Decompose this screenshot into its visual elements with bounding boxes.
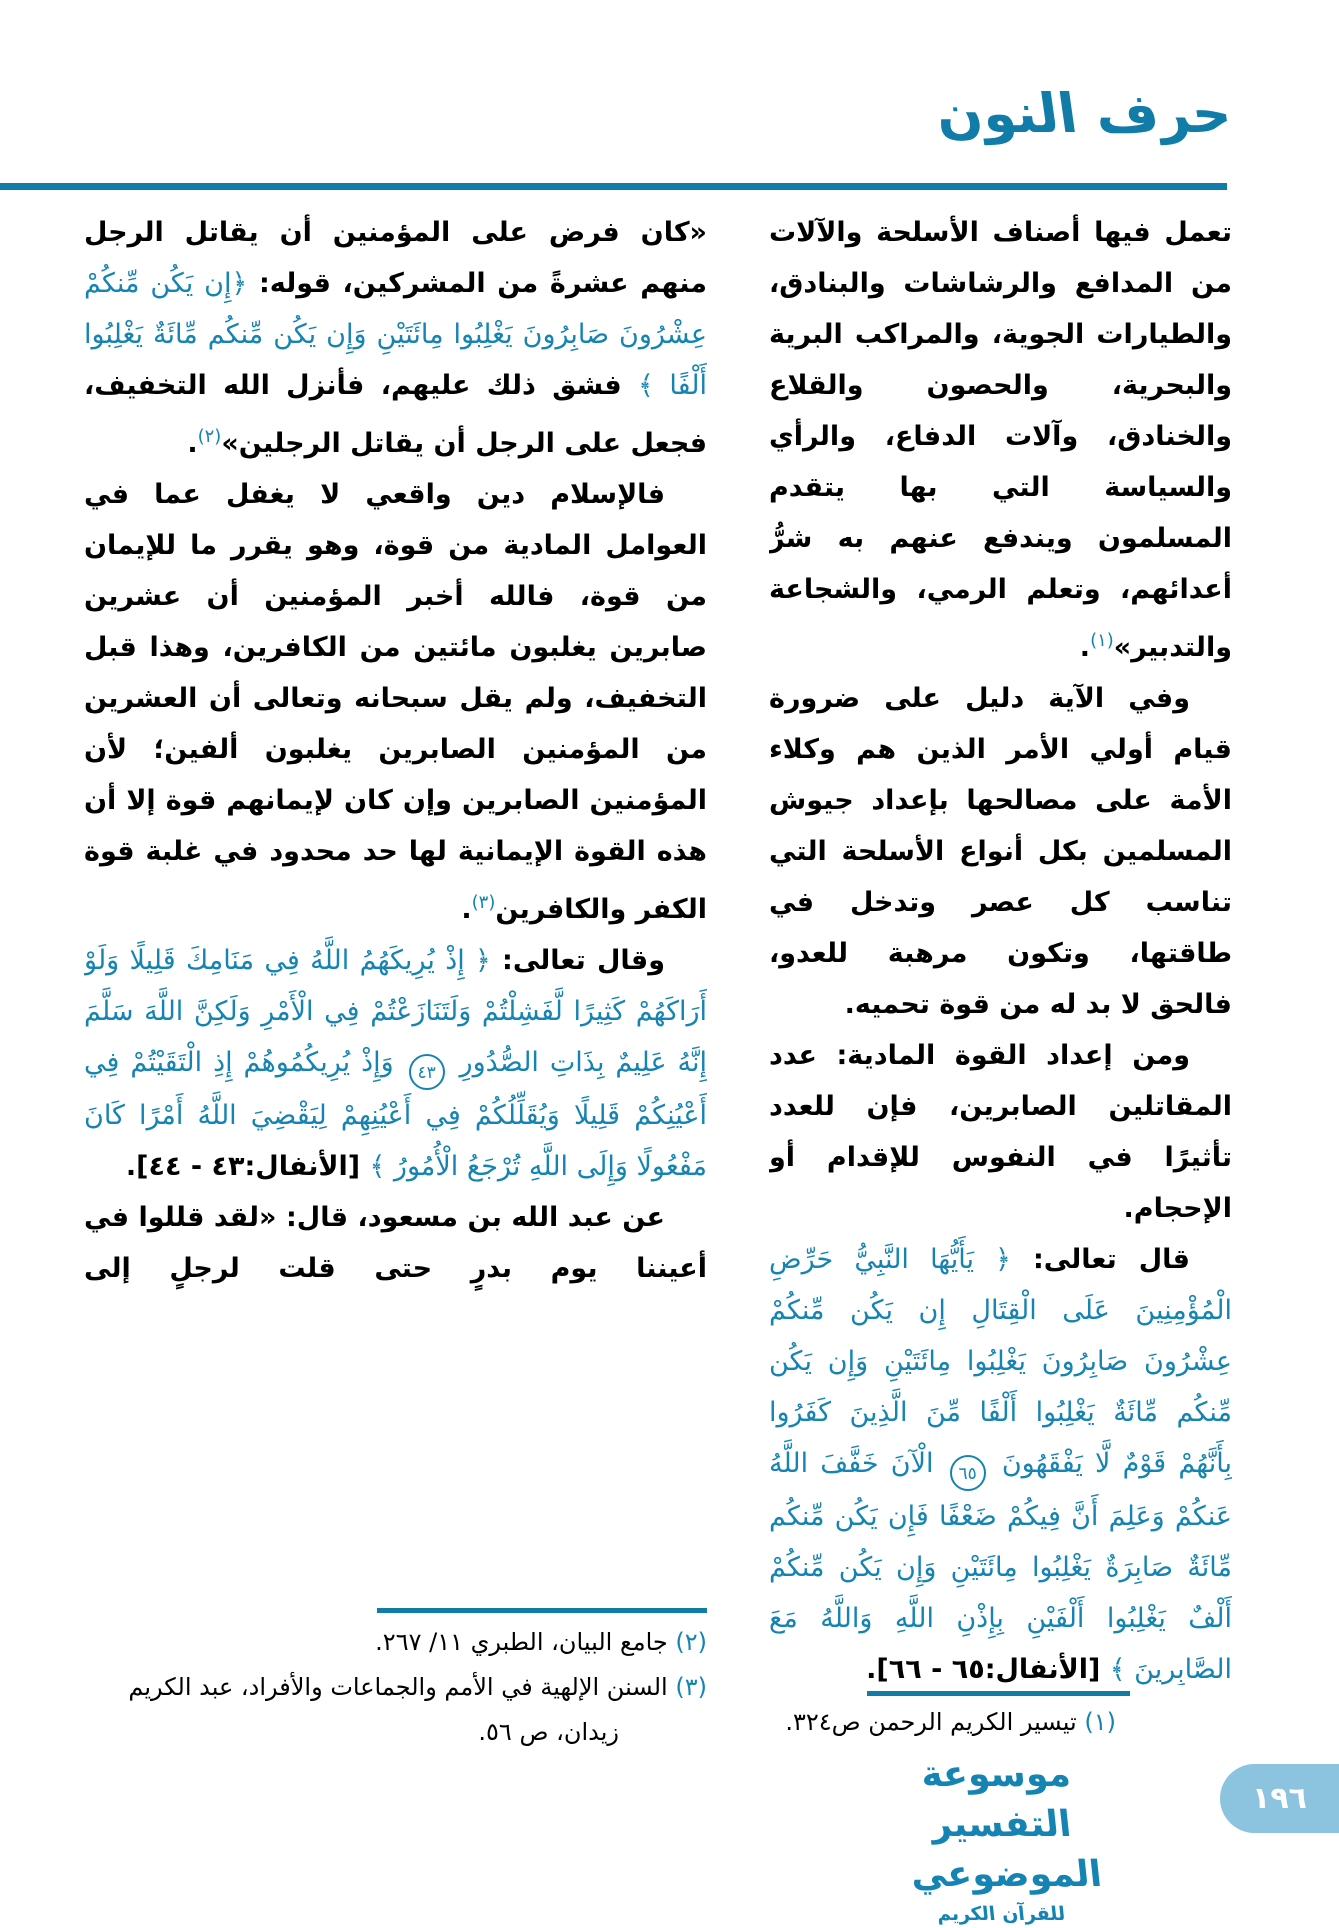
body-text: [الأنفال:٤٣ - ٤٤]. — [125, 1151, 370, 1182]
quran-text: ﴿ يَأَيُّهَا النَّبِيُّ حَرِّضِ الْمُؤْمِنِينَ عَلَى الْقِتَالِ إِن يَكُن مِّنكُمْ عِشْرُونَ صَابِرُونَ يَغْلِبُوا مِائَتَيْنِ وَإِن يَكُن مِّنكُم مِّائَةٌ يَغْلِبُوا أَلْفًا مِّنَ الَّذِينَ كَفَرُوا بِأَنَّهُمْ قَوْمٌ لَّا يَفْقَهُونَ — [769, 1244, 1232, 1479]
body-text: [الأنفال:٦٥ - ٦٦]. — [866, 1654, 1110, 1685]
footnote-marker: (٢) — [675, 1628, 707, 1656]
quran-text: وَإِذْ يُرِيكُمُوهُمْ إِذِ الْتَقَيْتُمْ فِي أَعْيُنِكُمْ قَلِيلًا وَيُقَلِّلُكُمْ فِي أَعْيُنِهِمْ لِيَقْضِيَ اللَّهُ أَمْرًا كَانَ مَفْعُولًا وَإِلَى اللَّهِ تُرْجَعُ الْأُمُورُ ﴾ — [84, 1047, 707, 1182]
footnotes-left — [84, 1620, 707, 1755]
footnote-separator-right — [867, 1691, 1130, 1696]
footnote-text: السنن الإلهية في الأمم والجماعات والأفراد، عبد الكريم زيدان، ص ٥٦. — [128, 1673, 668, 1746]
body-text: . — [461, 894, 472, 925]
footnote-marker: (١) — [1084, 1708, 1116, 1736]
page-number: ١٩٦ — [1252, 1781, 1307, 1816]
paragraph — [769, 207, 1232, 673]
footnotes-right — [700, 1700, 1130, 1745]
footnote — [84, 1665, 707, 1755]
footnote-separator-left — [377, 1608, 707, 1613]
body-text: . — [1079, 632, 1091, 663]
footnote-text: جامع البيان، الطبري ١١/ ٢٦٧. — [375, 1628, 668, 1656]
footnote-ref-marker: (١) — [1090, 630, 1114, 651]
left-column — [84, 207, 707, 1603]
paragraph — [84, 1192, 707, 1294]
body-text: . — [187, 428, 198, 459]
footnote — [700, 1700, 1130, 1745]
body-text: فشق ذلك عليهم، فأنزل الله التخفيف، فجعل على الرجل أن يقاتل الرجلين» — [84, 370, 707, 459]
body-text: قال تعالى: — [1011, 1244, 1190, 1275]
body-text: «كان فرض على المؤمنين أن يقاتل الرجل منهم عشرةً من المشركين، قوله: — [84, 217, 707, 299]
right-column — [769, 207, 1232, 1685]
publisher-logo — [875, 1750, 1127, 1928]
ayah-number-medallion: ٦٥ — [950, 1455, 986, 1491]
quran-text: ﴿إِن يَكُن مِّنكُمْ عِشْرُونَ صَابِرُونَ يَغْلِبُوا مِائَتَيْنِ وَإِن يَكُن مِّنكُم مِّائَةٌ يَغْلِبُوا أَلْفًا ﴾ — [84, 268, 707, 401]
body-text: وفي الآية دليل على ضرورة قيام أولي الأمر الذين هم وكلاء الأمة على مصالحها بإعداد جيوش المسلمين بكل أنواع الأسلحة التي تناسب كل عصر وتدخل في طاقتها، وتكون مرهبة للعدو، فالحق لا بد له من قوة تحميه. — [769, 683, 1232, 1020]
paragraph — [769, 1030, 1232, 1234]
body-text: وقال تعالى: — [490, 945, 665, 976]
body-text: تعمل فيها أصناف الأسلحة والآلات من المدافع والرشاشات والبنادق، والطيارات الجوية، والمراكب البرية والبحرية، والحصون والقلاع والخنادق، وآلات الدفاع، والرأي والسياسة التي بها يتقدم المسلمون ويندفع عنهم به شرُّ أعدائهم، وتعلم الرمي، والشجاعة والتدبير» — [769, 217, 1232, 663]
footnote-ref-marker: (٢) — [197, 426, 222, 447]
footnote — [84, 1620, 707, 1665]
footnote-marker: (٣) — [675, 1673, 707, 1701]
paragraph — [84, 469, 707, 935]
body-text: عن عبد الله بن مسعود، قال: «لقد قللوا في أعيننا يوم بدرٍ حتى قلت لرجلٍ إلى — [84, 1202, 707, 1284]
body-text: فالإسلام دين واقعي لا يغفل عما في العوامل المادية من قوة، وهو يقرر ما للإيمان من قوة، فالله أخبر المؤمنين أن عشرين صابرين يغلبون مائتين من الكافرين، وهذا قبل التخفيف، ولم يقل سبحانه وتعالى أن العشرين من المؤمنين الصابرين يغلبون ألفين؛ لأن المؤمنين الصابرين وإن كان لإيمانهم قوة إلا أن هذه القوة الإيمانية لها حد محدود في غلبة قوة الكفر والكافرين — [84, 479, 707, 925]
ayah-number-medallion: ٤٣ — [409, 1054, 445, 1090]
footnote-ref-marker: (٣) — [471, 892, 496, 913]
footnote-text: تيسير الكريم الرحمن ص٣٢٤. — [785, 1708, 1077, 1736]
quran-text: ﴿ إِذْ يُرِيكَهُمُ اللَّهُ فِي مَنَامِكَ قَلِيلًا وَلَوْ أَرَاكَهُمْ كَثِيرًا لَّفَشِلْتُمْ وَلَتَنَازَعْتُمْ فِي الْأَمْرِ وَلَكِنَّ اللَّهَ سَلَّمَ إِنَّهُ عَلِيمٌ بِذَاتِ الصُّدُورِ — [84, 945, 707, 1078]
chapter-title: حرف النون — [931, 82, 1236, 145]
body-text: ومن إعداد القوة المادية: عدد المقاتلين الصابرين، فإن للعدد تأثيرًا في النفوس للإقدام أو الإحجام. — [769, 1040, 1232, 1224]
paragraph — [769, 673, 1232, 1030]
publisher-logo-subtitle: للقرآن الكريم — [935, 1903, 1067, 1925]
page-number-tab — [1220, 1764, 1339, 1833]
paragraph — [84, 935, 707, 1192]
header-rule — [0, 183, 1227, 190]
paragraph — [84, 207, 707, 469]
quran-text: الْآنَ خَفَّفَ اللَّهُ عَنكُمْ وَعَلِمَ أَنَّ فِيكُمْ ضَعْفًا فَإِن يَكُن مِّنكُم مِّائَةٌ صَابِرَةٌ يَغْلِبُوا مِائَتَيْنِ وَإِن يَكُن مِّنكُمْ أَلْفٌ يَغْلِبُوا أَلْفَيْنِ بِإِذْنِ اللَّهِ وَاللَّهُ مَعَ الصَّابِرِينَ ﴾ — [769, 1448, 1232, 1685]
paragraph — [769, 1234, 1232, 1685]
publisher-logo-title: موسوعة التفسير الموضوعي — [908, 1754, 1104, 1895]
